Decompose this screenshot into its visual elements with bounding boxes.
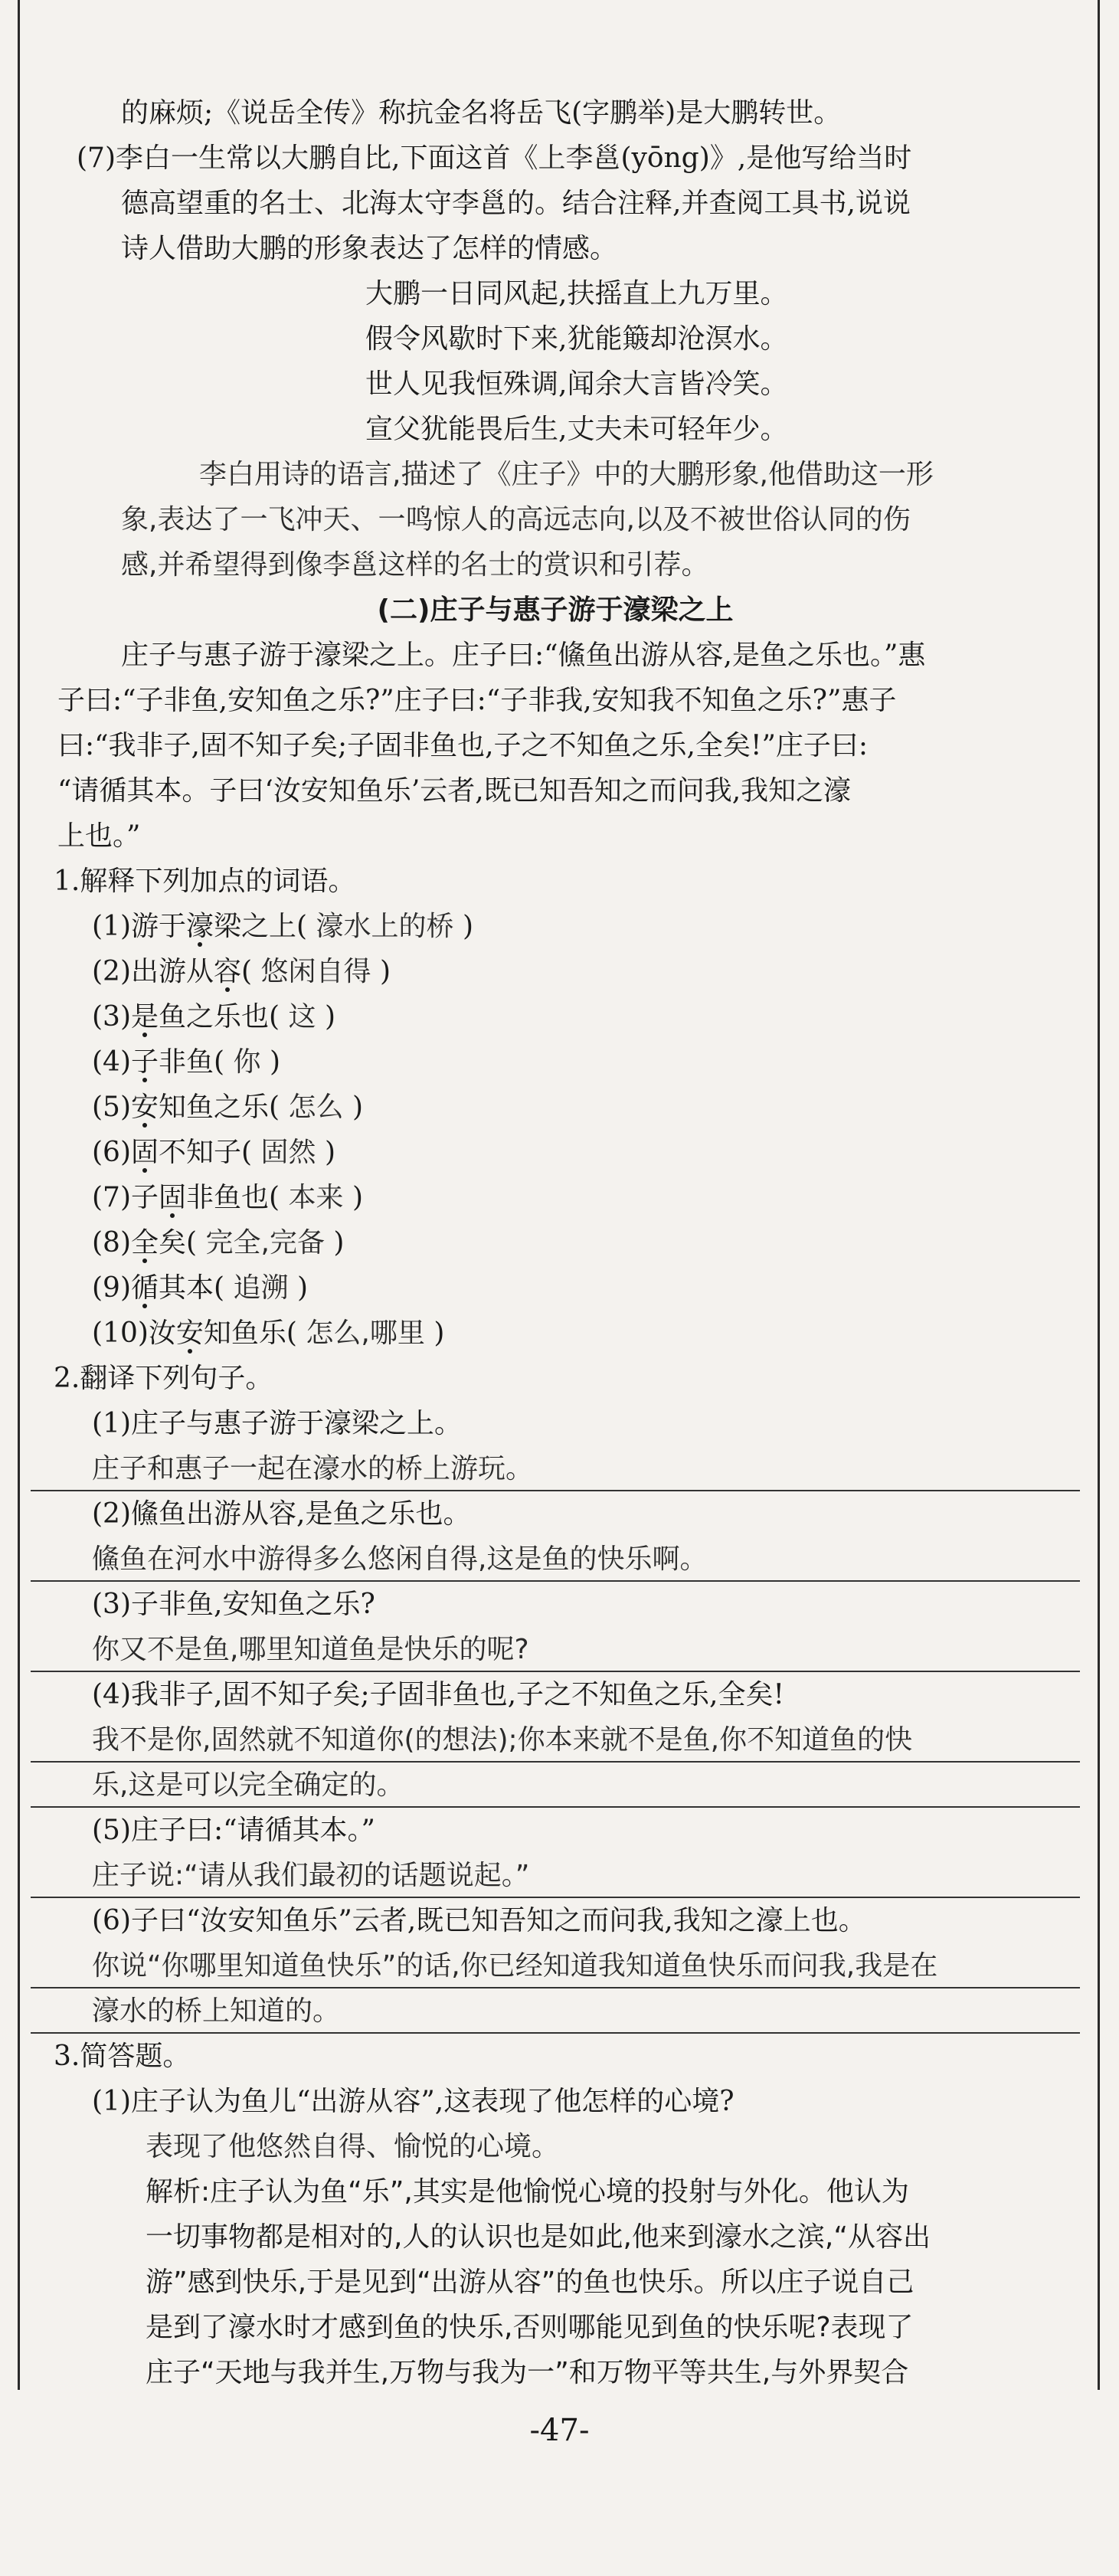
page-content: [31, 90, 1080, 2395]
vocab-post: 矣(: [159, 1227, 198, 1259]
vocab-dot: 濠: [186, 911, 214, 942]
vocab-pre: (9): [92, 1272, 131, 1304]
vocab-end: ): [324, 1001, 335, 1033]
vocab-post: 非鱼也(: [186, 1182, 280, 1213]
explanation-line: 解析:庄子认为鱼“乐”,其实是他愉悦心境的投射与外化。他认为: [146, 2176, 909, 2208]
vocab-item: [31, 1039, 1080, 1085]
poem-line: 假令风歇时下来,犹能簸却沧溟水。: [365, 323, 788, 355]
vocab-end: ): [434, 1317, 445, 1349]
sentence-4: (4)我非子,固不知子矣;子固非鱼也,子之不知鱼之乐,全矣!: [92, 1679, 784, 1710]
vocab-dot: 固: [159, 1182, 187, 1213]
vocab-ans: 完全,完备: [197, 1227, 334, 1259]
vocab-dot: 全: [131, 1227, 159, 1259]
vocab-post: 梁之上(: [214, 911, 308, 942]
vocab-end: ): [324, 1137, 335, 1168]
vocab-ans: 怎么: [280, 1092, 352, 1123]
vocab-dot: 子: [131, 1046, 159, 1078]
text-line: 德高望重的名士、北海太守李邕的。结合注释,并查阅工具书,说说: [121, 188, 911, 219]
vocab-dot: 固: [131, 1137, 159, 1168]
text-line: 诗人借助大鹏的形象表达了怎样的情感。: [121, 233, 618, 264]
section-title: (二)庄子与惠子游于濠梁之上: [377, 594, 734, 626]
poem-line: 世人见我恒殊调,闻余大言皆冷笑。: [365, 368, 788, 400]
vocab-pre: (5): [92, 1092, 131, 1123]
text-line: “请循其本。子曰‘汝安知鱼乐’云者,既已知吾知之而问我,我知之濠: [57, 775, 852, 807]
vocab-end: ): [352, 1092, 363, 1123]
question-7: (7)李白一生常以大鹏自比,下面这首《上李邕(yōng)》,是他写给当时: [77, 142, 912, 174]
sentence-6: (6)子曰“汝安知鱼乐”云者,既已知吾知之而问我,我知之濠上也。: [92, 1905, 866, 1936]
vocab-ans: 追溯: [224, 1272, 297, 1304]
vocab-item: [31, 1265, 1080, 1311]
vocab-ans: 这: [280, 1001, 325, 1033]
sentence-2: (2)鯈鱼出游从容,是鱼之乐也。: [92, 1498, 471, 1530]
vocab-item: [31, 904, 1080, 949]
vocab-end: ): [379, 956, 391, 987]
short-question-1: (1)庄子认为鱼儿“出游从容”,这表现了他怎样的心境?: [92, 2086, 735, 2117]
text-line: 上也。”: [57, 820, 141, 852]
translation-3: 你又不是鱼,哪里知道鱼是快乐的呢?: [31, 1627, 1080, 1672]
answer-line: 李白用诗的语言,描述了《庄子》中的大鹏形象,他借助这一形: [199, 459, 934, 490]
translation-4b: 乐,这是可以完全确定的。: [31, 1763, 1080, 1808]
sentence-3: (3)子非鱼,安知鱼之乐?: [92, 1589, 375, 1620]
vocab-pre: (10)汝: [92, 1317, 176, 1349]
vocab-end: ): [333, 1227, 345, 1259]
poem-line: 宣父犹能畏后生,丈夫未可轻年少。: [365, 414, 788, 445]
vocab-post: 知鱼之乐(: [159, 1092, 280, 1123]
vocab-ans: 你: [224, 1046, 270, 1078]
question-2: 2.翻译下列句子。: [54, 1363, 273, 1394]
vocab-end: ): [352, 1182, 363, 1213]
explanation-line: 游”感到快乐,于是见到“出游从容”的鱼也快乐。所以庄子说自己: [146, 2267, 915, 2298]
vocab-pre: (8): [92, 1227, 131, 1259]
vocab-dot: 是: [131, 1001, 159, 1033]
right-margin-line: [1098, 0, 1100, 2390]
vocab-item: [31, 1130, 1080, 1175]
vocab-pre: (4): [92, 1046, 131, 1078]
vocab-pre: (3): [92, 1001, 131, 1033]
vocab-post: 鱼之乐也(: [159, 1001, 280, 1033]
text-line: 曰:“我非子,固不知子矣;子固非鱼也,子之不知鱼之乐,全矣!”庄子曰:: [57, 730, 868, 761]
vocab-ans: 濠水上的桥: [307, 911, 463, 942]
vocab-ans: 本来: [280, 1182, 352, 1213]
vocab-item: [31, 949, 1080, 994]
vocab-item: [31, 1085, 1080, 1130]
explanation-line: 是到了濠水时才感到鱼的快乐,否则哪能见到鱼的快乐呢?表现了: [146, 2312, 914, 2343]
question-3: 3.简答题。: [54, 2041, 191, 2072]
sentence-1: (1)庄子与惠子游于濠梁之上。: [92, 1408, 462, 1439]
translation-1: 庄子和惠子一起在濠水的桥上游玩。: [31, 1446, 1080, 1491]
vocab-item: [31, 1220, 1080, 1265]
vocab-item: [31, 1175, 1080, 1220]
question-1: 1.解释下列加点的词语。: [54, 866, 356, 897]
vocab-post: 不知子(: [159, 1137, 253, 1168]
vocab-post: 其本(: [159, 1272, 225, 1304]
vocab-end: ): [296, 1272, 308, 1304]
vocab-post: 非鱼(: [159, 1046, 225, 1078]
vocab-ans: 怎么,哪里: [296, 1317, 434, 1349]
explanation-line: 一切事物都是相对的,人的认识也是如此,他来到濠水之滨,“从容出: [146, 2221, 931, 2253]
translation-5: 庄子说:“请从我们最初的话题说起。”: [31, 1853, 1080, 1898]
sentence-5: (5)庄子曰:“请循其本。”: [92, 1815, 375, 1846]
explanation-line: 庄子“天地与我并生,万物与我为一”和万物平等共生,与外界契合: [146, 2357, 909, 2388]
page-number: -47-: [529, 2413, 590, 2448]
vocab-pre: (7)子: [92, 1182, 159, 1213]
vocab-dot: 容: [214, 956, 242, 987]
translation-6: 你说“你哪里知道鱼快乐”的话,你已经知道我知道鱼快乐而问我,我是在: [31, 1943, 1080, 1988]
left-margin-line: [18, 0, 20, 2390]
vocab-pre: (2)出游从: [92, 956, 214, 987]
vocab-post: (: [241, 956, 253, 987]
answer-line: 象,表达了一飞冲天、一鸣惊人的高远志向,以及不被世俗认同的伤: [121, 504, 911, 535]
vocab-pre: (1)游于: [92, 911, 186, 942]
vocab-dot: 循: [131, 1272, 159, 1304]
answer-line: 感,并希望得到像李邕这样的名士的赏识和引荐。: [121, 549, 709, 581]
vocab-end: ): [269, 1046, 280, 1078]
vocab-ans: 固然: [252, 1137, 325, 1168]
vocab-item: [31, 1311, 1080, 1356]
translation-4: 我不是你,固然就不知道你(的想法);你本来就不是鱼,你不知道鱼的快: [31, 1717, 1080, 1763]
vocab-list: [31, 904, 1080, 1356]
vocab-dot: 安: [175, 1317, 204, 1349]
text-line: 庄子与惠子游于濠梁之上。庄子曰:“鯈鱼出游从容,是鱼之乐也。”惠: [121, 640, 926, 671]
poem-line: 大鹏一日同风起,扶摇直上九万里。: [365, 278, 788, 309]
vocab-end: ): [462, 911, 473, 942]
vocab-dot: 安: [131, 1092, 159, 1123]
text-line: 子曰:“子非鱼,安知鱼之乐?”庄子曰:“子非我,安知我不知鱼之乐?”惠子: [57, 685, 897, 716]
translation-6b: 濠水的桥上知道的。: [31, 1988, 1080, 2034]
text-line: 的麻烦;《说岳全传》称抗金名将岳飞(字鹏举)是大鹏转世。: [121, 97, 842, 129]
translation-2: 鯈鱼在河水中游得多么悠闲自得,这是鱼的快乐啊。: [31, 1537, 1080, 1582]
vocab-ans: 悠闲自得: [252, 956, 380, 987]
vocab-post: 知鱼乐(: [203, 1317, 297, 1349]
short-answer-1: 表现了他悠然自得、愉悦的心境。: [146, 2131, 560, 2162]
vocab-item: [31, 994, 1080, 1039]
vocab-pre: (6): [92, 1137, 131, 1168]
